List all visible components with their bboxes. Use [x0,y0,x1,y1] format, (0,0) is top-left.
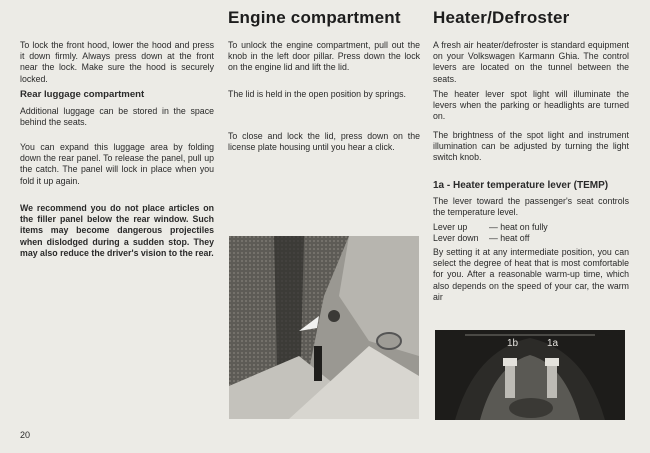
lever-down-row [433,233,629,244]
lever-up-value: — heat on fully [489,222,548,232]
rear-luggage-heading: Rear luggage compartment [20,89,145,100]
lever-down-label: Lever down [433,233,479,244]
temperature-lever-paragraph: The lever toward the passenger's seat controls the temperature level. [433,196,629,218]
photo-label-1b: 1b [507,338,519,349]
engine-unlock-paragraph: To unlock the engine compartment, pull out the knob in the left door pillar. Press down the lock on the engine lid and lift the lid. [228,40,420,73]
hood-lock-paragraph: To lock the front hood, lower the hood and press it down firmly. Always press down at the front near the lock. Make sure the hood is securely locked. [20,40,214,84]
engine-lid-photo [229,236,419,419]
rear-panel-paragraph: You can expand this luggage area by folding down the rear panel. To release the panel, pull up the catch. The panel will lock in place when you fold it up again. [20,142,214,186]
photo-label-1a: 1a [547,338,559,349]
engine-close-paragraph: To close and lock the lid, press down on the license plate housing until you hear a click. [228,131,420,153]
lever-up-row [433,222,629,233]
warning-paragraph: We recommend you do not place articles on the filler panel below the rear window. Such items may become dangerous projectiles when dislodged during a sudden stop. They may also reduce the driver's vision to the rear. [20,203,214,258]
heater-intro-paragraph: A fresh air heater/defroster is standard equipment on your Volkswagen Karmann Ghia. The control levers are located on the tunnel between the seats. [433,40,629,84]
engine-springs-paragraph: The lid is held in the open position by springs. [228,89,406,99]
lever-up-label: Lever up [433,222,468,232]
brightness-paragraph: The brightness of the spot light and instrument illumination can be adjusted by turning the light switch knob. [433,130,629,163]
spot-light-paragraph: The heater lever spot light will illuminate the levers when the parking or headlights are turned on. [433,89,629,122]
heater-defroster-title: Heater/Defroster [433,8,570,27]
lever-down-value: — heat off [489,233,530,244]
engine-compartment-title: Engine compartment [228,8,401,27]
temperature-lever-heading: 1a - Heater temperature lever (TEMP) [433,180,609,191]
page-number: 20 [20,430,31,440]
intermediate-position-paragraph: By setting it at any intermediate position, you can select the degree of heat that is most comfortable for you. After a reasonable warm-up time, which also depends on the speed of your car, the warm air [433,247,629,302]
heater-levers-photo [435,330,625,420]
rear-luggage-paragraph: Additional luggage can be stored in the space behind the seats. [20,106,214,128]
lever-positions [433,222,629,244]
